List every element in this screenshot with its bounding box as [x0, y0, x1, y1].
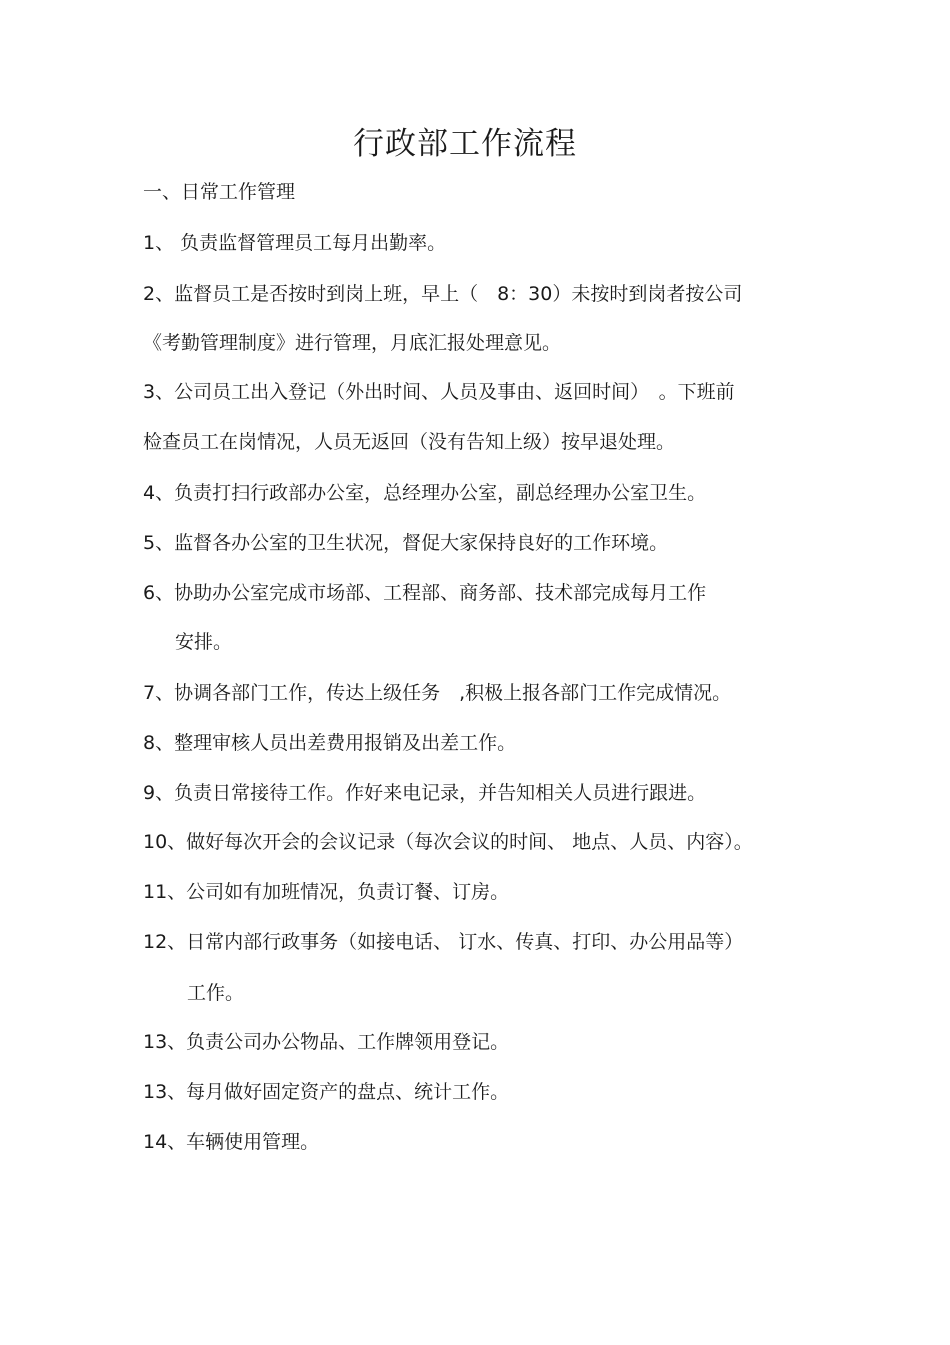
list-item-12: 12、日常内部行政事务（如接电话、 订水、传真、打印、办公用品等）	[143, 931, 744, 953]
list-item-10: 10、做好每次开会的会议记录（每次会议的时间、 地点、人员、内容）。	[143, 831, 753, 853]
list-item-1: 1、 负责监督管理员工每月出勤率。	[143, 232, 447, 254]
list-item-11: 11、公司如有加班情况，负责订餐、订房。	[143, 881, 510, 903]
list-item-7: 7、协调各部门工作，传达上级任务 ,积极上报各部门工作完成情况。	[143, 682, 732, 704]
list-item-13a: 13、负责公司办公物品、工作牌领用登记。	[143, 1031, 510, 1053]
list-item-9: 9、负责日常接待工作。作好来电记录，并告知相关人员进行跟进。	[143, 782, 707, 804]
list-item-6: 6、协助办公室完成市场部、工程部、商务部、技术部完成每月工作	[143, 582, 707, 604]
list-item-5: 5、监督各办公室的卫生状况，督促大家保持良好的工作环境。	[143, 532, 669, 554]
document-title: 行政部工作流程	[353, 126, 577, 162]
list-item-2: 2、监督员工是否按时到岗上班，早上（ 8：30）未按时到岗者按公司	[143, 283, 743, 305]
list-item-8: 8、整理审核人员出差费用报销及出差工作。	[143, 732, 517, 754]
list-item-14: 14、车辆使用管理。	[143, 1131, 320, 1153]
list-item-12-continued: 工作。	[187, 982, 245, 1004]
list-item-13b: 13、每月做好固定资产的盘点、统计工作。	[143, 1081, 510, 1103]
list-item-2-continued: 《考勤管理制度》进行管理，月底汇报处理意见。	[143, 332, 562, 354]
list-item-6-continued: 安排。	[175, 631, 233, 653]
list-item-4: 4、负责打扫行政部办公室，总经理办公室，副总经理办公室卫生。	[143, 482, 707, 504]
list-item-3: 3、公司员工出入登记（外出时间、人员及事由、返回时间） 。下班前	[143, 381, 735, 403]
section-heading: 一、日常工作管理	[143, 181, 296, 203]
list-item-3-continued: 检查员工在岗情况，人员无返回（没有告知上级）按早退处理。	[143, 431, 676, 453]
